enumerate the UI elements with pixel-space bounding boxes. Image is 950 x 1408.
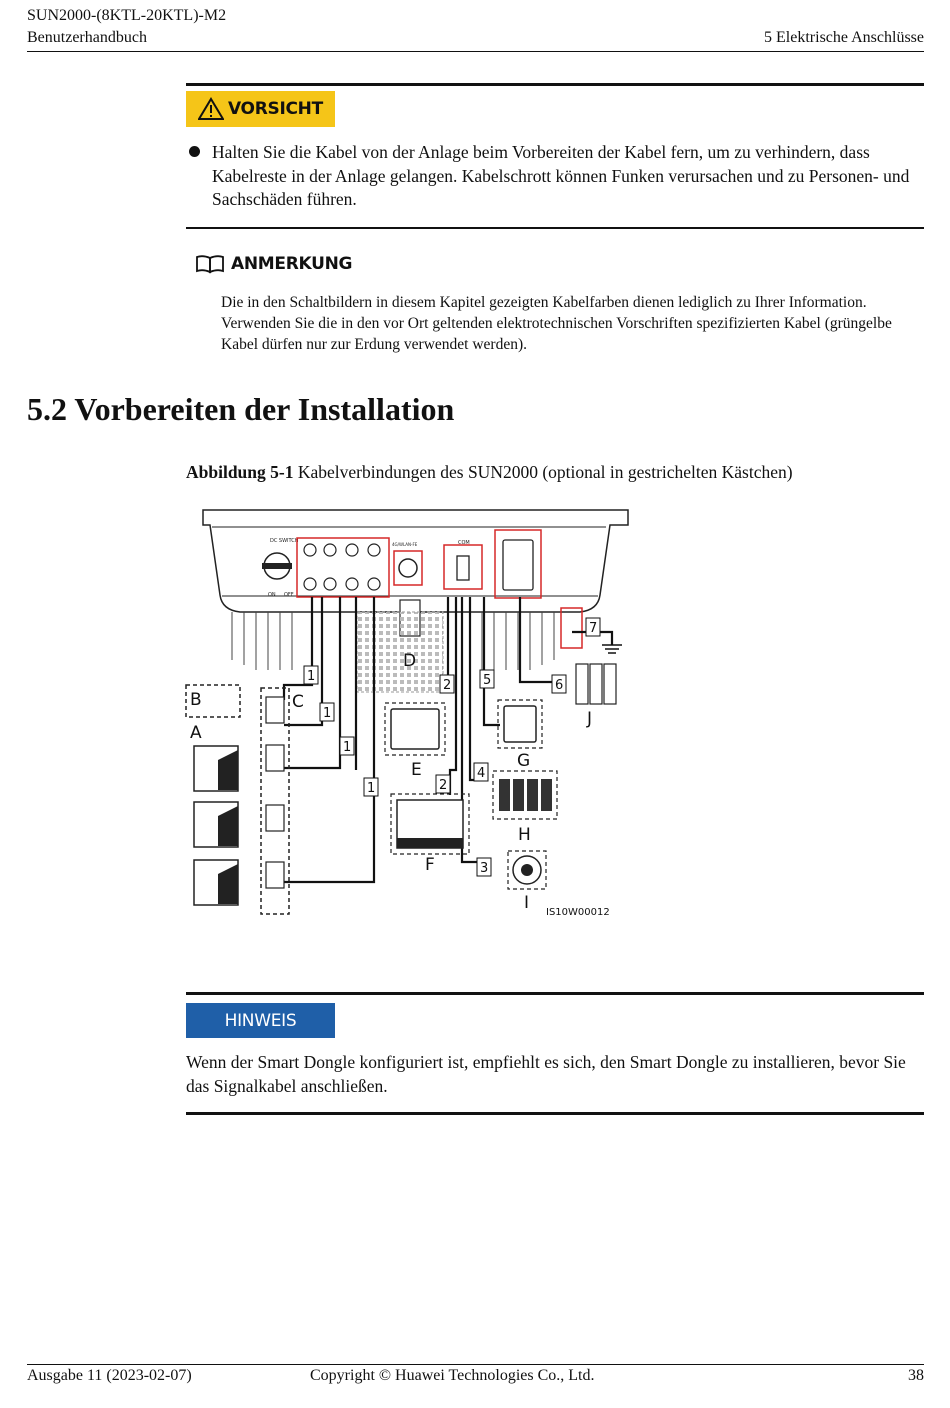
note-label: ANMERKUNG <box>231 254 353 274</box>
svg-text:D: D <box>403 651 417 671</box>
svg-text:1: 1 <box>343 740 352 755</box>
svg-text:H: H <box>518 825 531 845</box>
caution-bottom-rule <box>186 227 924 229</box>
footer-rule <box>27 1364 924 1365</box>
svg-text:6: 6 <box>555 678 564 693</box>
svg-text:J: J <box>587 709 593 729</box>
note-text: Die in den Schaltbildern in diesem Kapitel gezeigten Kabelfarben dienen lediglich zu Ihrer Information. Verwenden Sie die in den vor Ort geltenden elektrotechnischen Vorschriften spezifizierten Kabel (grüngelbe Kabel dürfen nur zur Erdung verwendet werden). <box>221 294 892 353</box>
svg-text:G: G <box>517 751 531 771</box>
book-icon <box>195 254 225 274</box>
device-e-icon <box>391 709 439 749</box>
com-port-icon <box>457 556 469 580</box>
header-product: SUN2000-(8KTL-20KTL)-M2 <box>27 7 227 24</box>
hinweis-text: Wenn der Smart Dongle konfiguriert ist, empfiehlt es sich, den Smart Dongle zu installieren, bevor Sie das Signalkabel anschließen. <box>186 1052 906 1096</box>
figure-caption-text: Kabelverbindungen des SUN2000 (optional in gestrichelten Kästchen) <box>297 462 793 482</box>
svg-text:A: A <box>190 723 202 743</box>
figure-caption-label: Abbildung 5-1 <box>186 462 294 482</box>
svg-text:1: 1 <box>307 669 316 684</box>
svg-text:2: 2 <box>443 678 452 693</box>
pv-panels <box>194 746 238 905</box>
figure-caption <box>186 462 793 483</box>
caution-text: Halten Sie die Kabel von der Anlage beim Vorbereiten der Kabel fern, um zu verhindern, dass Kabelreste in der Anlage gelangen. Kabelschrott können Funken verursachen und zu Personen- und Sachschäden führen. <box>212 142 910 209</box>
svg-text:5: 5 <box>483 673 492 688</box>
footer-page-number: 38 <box>908 1367 924 1384</box>
section-title: 5.2 Vorbereiten der Installation <box>27 391 455 427</box>
power-meter-icon <box>504 706 536 742</box>
footer-issue: Ausgabe 11 (2023-02-07) <box>27 1367 192 1384</box>
header-rule <box>27 51 924 52</box>
cable-connection-diagram <box>180 500 640 930</box>
off-label: OFF <box>284 592 294 598</box>
figure-id: IS10W00012 <box>546 907 610 918</box>
com-label: COM <box>458 540 470 546</box>
ac-terminal-icon <box>503 540 533 590</box>
on-label: ON <box>268 592 276 598</box>
note-badge <box>195 251 352 277</box>
svg-text:3: 3 <box>480 861 489 876</box>
ground-symbol <box>602 645 622 653</box>
hinweis-badge <box>186 1003 335 1038</box>
svg-text:2: 2 <box>439 778 448 793</box>
hinweis-top-rule <box>186 992 924 995</box>
caution-badge <box>186 91 335 127</box>
svg-text:E: E <box>411 760 422 780</box>
caution-label: VORSICHT <box>228 99 323 119</box>
svg-text:4: 4 <box>477 766 486 781</box>
svg-text:1: 1 <box>323 706 332 721</box>
svg-text:1: 1 <box>367 781 376 796</box>
header-doc-type: Benutzerhandbuch <box>27 29 147 46</box>
svg-text:C: C <box>292 692 304 712</box>
hinweis-bottom-rule <box>186 1112 924 1115</box>
footer-copyright: Copyright © Huawei Technologies Co., Ltd. <box>310 1367 595 1384</box>
header-chapter: 5 Elektrische Anschlüsse <box>764 29 924 46</box>
svg-text:F: F <box>425 855 435 875</box>
antenna-port-icon <box>399 559 417 577</box>
antenna-label: 4G/WLAN-FE <box>392 542 418 547</box>
svg-text:B: B <box>190 690 202 710</box>
svg-text:7: 7 <box>589 621 598 636</box>
warning-icon <box>198 97 224 121</box>
svg-text:I: I <box>524 893 530 913</box>
caution-top-rule <box>186 83 924 86</box>
bullet-dot <box>189 146 200 157</box>
breaker-j-icon <box>576 664 616 704</box>
dc-switch-label: DC SWITCH <box>270 538 299 544</box>
hinweis-label: HINWEIS <box>224 1010 297 1031</box>
